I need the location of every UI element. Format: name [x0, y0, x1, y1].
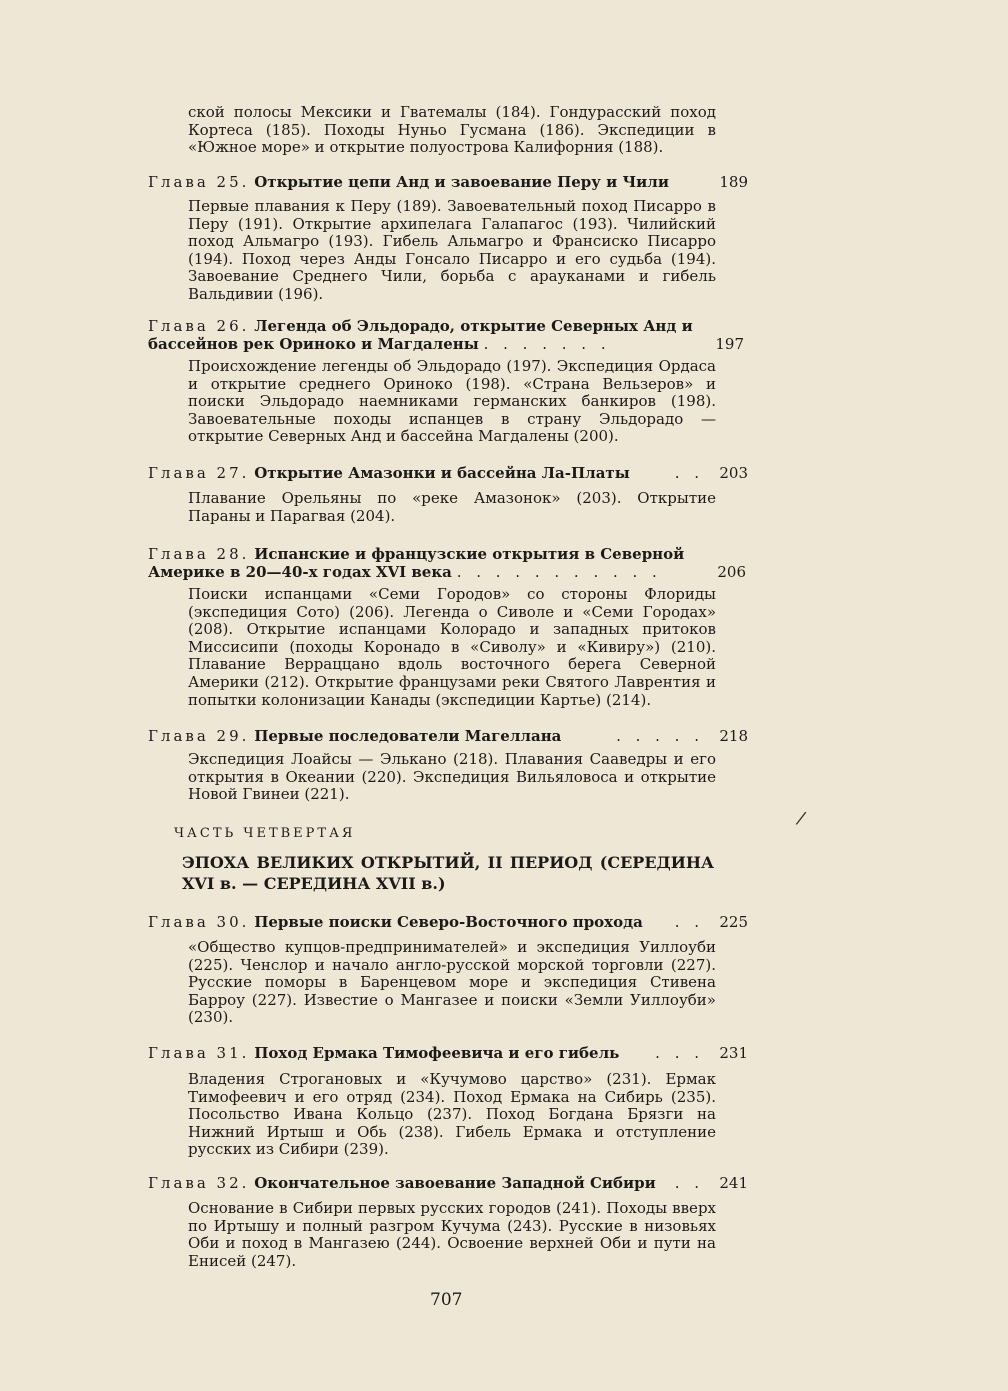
- chapter-30-title: Первые поиски Северо-Восточного прохода: [254, 913, 643, 931]
- chapter-31-summary: Владения Строгановых и «Кучумово царство» (231). Ермак Тимофеевич и его отряд (234). Поход Ермака на Сибирь (235). Посольство Ивана Кольцо (237). Поход Богдана Брязги на Нижний Иртыш и Обь (238). Гибель Ермака и отступление русских из Сибири (239).: [188, 1070, 716, 1159]
- chapter-27-heading: [148, 464, 748, 482]
- page-number: 707: [430, 1290, 463, 1310]
- chapter-29-heading: [148, 727, 748, 745]
- part-label: ЧАСТЬ ЧЕТВЕРТАЯ: [174, 826, 356, 841]
- chapter-26-heading: [148, 317, 744, 353]
- chapter-26-page: 197: [715, 335, 744, 353]
- chapter-27-page: 203: [719, 464, 748, 482]
- chapter-28-summary: Поиски испанцами «Семи Городов» со стороны Флориды (экспедиция Сото) (206). Легенда о Сиволе и «Семи Городах» (208). Открытие испанцами Колорадо и западных притоков Миссисипи (походы Коронадо в «Сиволу» и «Кивиру») (210). Плавание Верраццано вдоль восточного берега Северной Америки (212). Открытие французами реки Святого Лаврентия и попытки колонизации Канады (экспедиции Картье) (214).: [188, 585, 716, 709]
- chapter-27-label: Глава 27.: [148, 464, 250, 482]
- chapter-32-summary: Основание в Сибири первых русских городов (241). Походы вверх по Иртышу и полный разгром Кучума (243). Русские в низовьях Оби и поход в Мангазею (244). Освоение верхней Оби и пути на Енисей (247).: [188, 1199, 716, 1270]
- chapter-31-page: 231: [719, 1044, 748, 1062]
- chapter-29-label: Глава 29.: [148, 727, 250, 745]
- chapter-25-heading: [148, 173, 748, 191]
- chapter-25-label: Глава 25.: [148, 173, 250, 191]
- intro-paragraph: ской полосы Мексики и Гватемалы (184). Гондурасский поход Кортеса (185). Походы Нуньо Гусмана (186). Экспедиции в «Южное море» и открытие полуострова Калифорния (188).: [188, 103, 716, 157]
- chapter-27-title: Открытие Амазонки и бассейна Ла-Платы: [254, 464, 630, 482]
- chapter-28-heading: [148, 545, 746, 581]
- chapter-30-page: 225: [719, 913, 748, 931]
- chapter-32-title: Окончательное завоевание Западной Сибири: [254, 1174, 656, 1192]
- chapter-30-heading: [148, 913, 748, 931]
- chapter-28-label: Глава 28.: [148, 545, 250, 563]
- chapter-29-dots: . . . . .: [616, 727, 704, 745]
- chapter-25-page: 189: [719, 173, 748, 191]
- chapter-26-title: Легенда об Эльдорадо, открытие Северных Анд и бассейнов рек Ориноко и Магдалены: [148, 317, 693, 353]
- chapter-30-label: Глава 30.: [148, 913, 250, 931]
- chapter-32-heading: [148, 1174, 748, 1192]
- chapter-28-title: Испанские и французские открытия в Северной Америке в 20—40-х годах XVI века: [148, 545, 685, 581]
- chapter-32-label: Глава 32.: [148, 1174, 250, 1192]
- chapter-26-summary: Происхождение легенды об Эльдорадо (197). Экспедиция Ордаса и открытие среднего Ориноко (198). «Страна Вельзеров» и поиски Эльдорадо наемниками германских банкиров (198). Завоевательные походы испанцев в страну Эльдорадо — открытие Северных Анд и бассейна Магдалены (200).: [188, 357, 716, 446]
- chapter-25-summary: Первые плавания к Перу (189). Завоевательный поход Писарро в Перу (191). Открытие архипелага Галапагос (193). Чилийский поход Альмагро (193). Гибель Альмагро и Франсиско Писарро (194). Поход через Анды Гонсало Писарро и его судьба (194). Завоевание Среднего Чили, борьба с арауканами и гибель Вальдивии (196).: [188, 197, 716, 303]
- chapter-28-page: 206: [717, 563, 746, 581]
- chapter-29-page: 218: [719, 727, 748, 745]
- stray-mark: /: [794, 807, 808, 830]
- chapter-29-summary: Экспедиция Лоайсы — Элькано (218). Плавания Сааведры и его открытия в Океании (220). Экспедиция Вильяловоса и открытие Новой Гвинеи (221).: [188, 750, 716, 804]
- chapter-31-label: Глава 31.: [148, 1044, 250, 1062]
- chapter-25-title: Открытие цепи Анд и завоевание Перу и Чили: [254, 173, 669, 191]
- chapter-30-summary: «Общество купцов-предпринимателей» и экспедиция Уиллоуби (225). Ченслор и начало англо-русской морской торговли (227). Русские поморы в Баренцевом море и экспедиция Стивена Барроу (227). Известие о Мангазее и поиски «Земли Уиллоуби» (230).: [188, 938, 716, 1027]
- chapter-31-heading: [148, 1044, 748, 1062]
- chapter-32-dots: . .: [674, 1174, 704, 1192]
- chapter-30-dots: . .: [674, 913, 704, 931]
- chapter-27-dots: . .: [674, 464, 704, 482]
- part-title: ЭПОХА ВЕЛИКИХ ОТКРЫТИЙ, II ПЕРИОД (СЕРЕДИНА XVI в. — СЕРЕДИНА XVII в.): [182, 853, 714, 893]
- chapter-31-title: Поход Ермака Тимофеевича и его гибель: [254, 1044, 620, 1062]
- chapter-26-label: Глава 26.: [148, 317, 250, 335]
- chapter-28-dots: . . . . . . . . . . .: [456, 563, 662, 581]
- chapter-29-title: Первые последователи Магеллана: [254, 727, 562, 745]
- chapter-32-page: 241: [719, 1174, 748, 1192]
- chapter-31-dots: . . .: [655, 1044, 704, 1062]
- chapter-27-summary: Плавание Орельяны по «реке Амазонок» (203). Открытие Параны и Парагвая (204).: [188, 489, 716, 525]
- chapter-26-dots: . . . . . . .: [483, 335, 611, 353]
